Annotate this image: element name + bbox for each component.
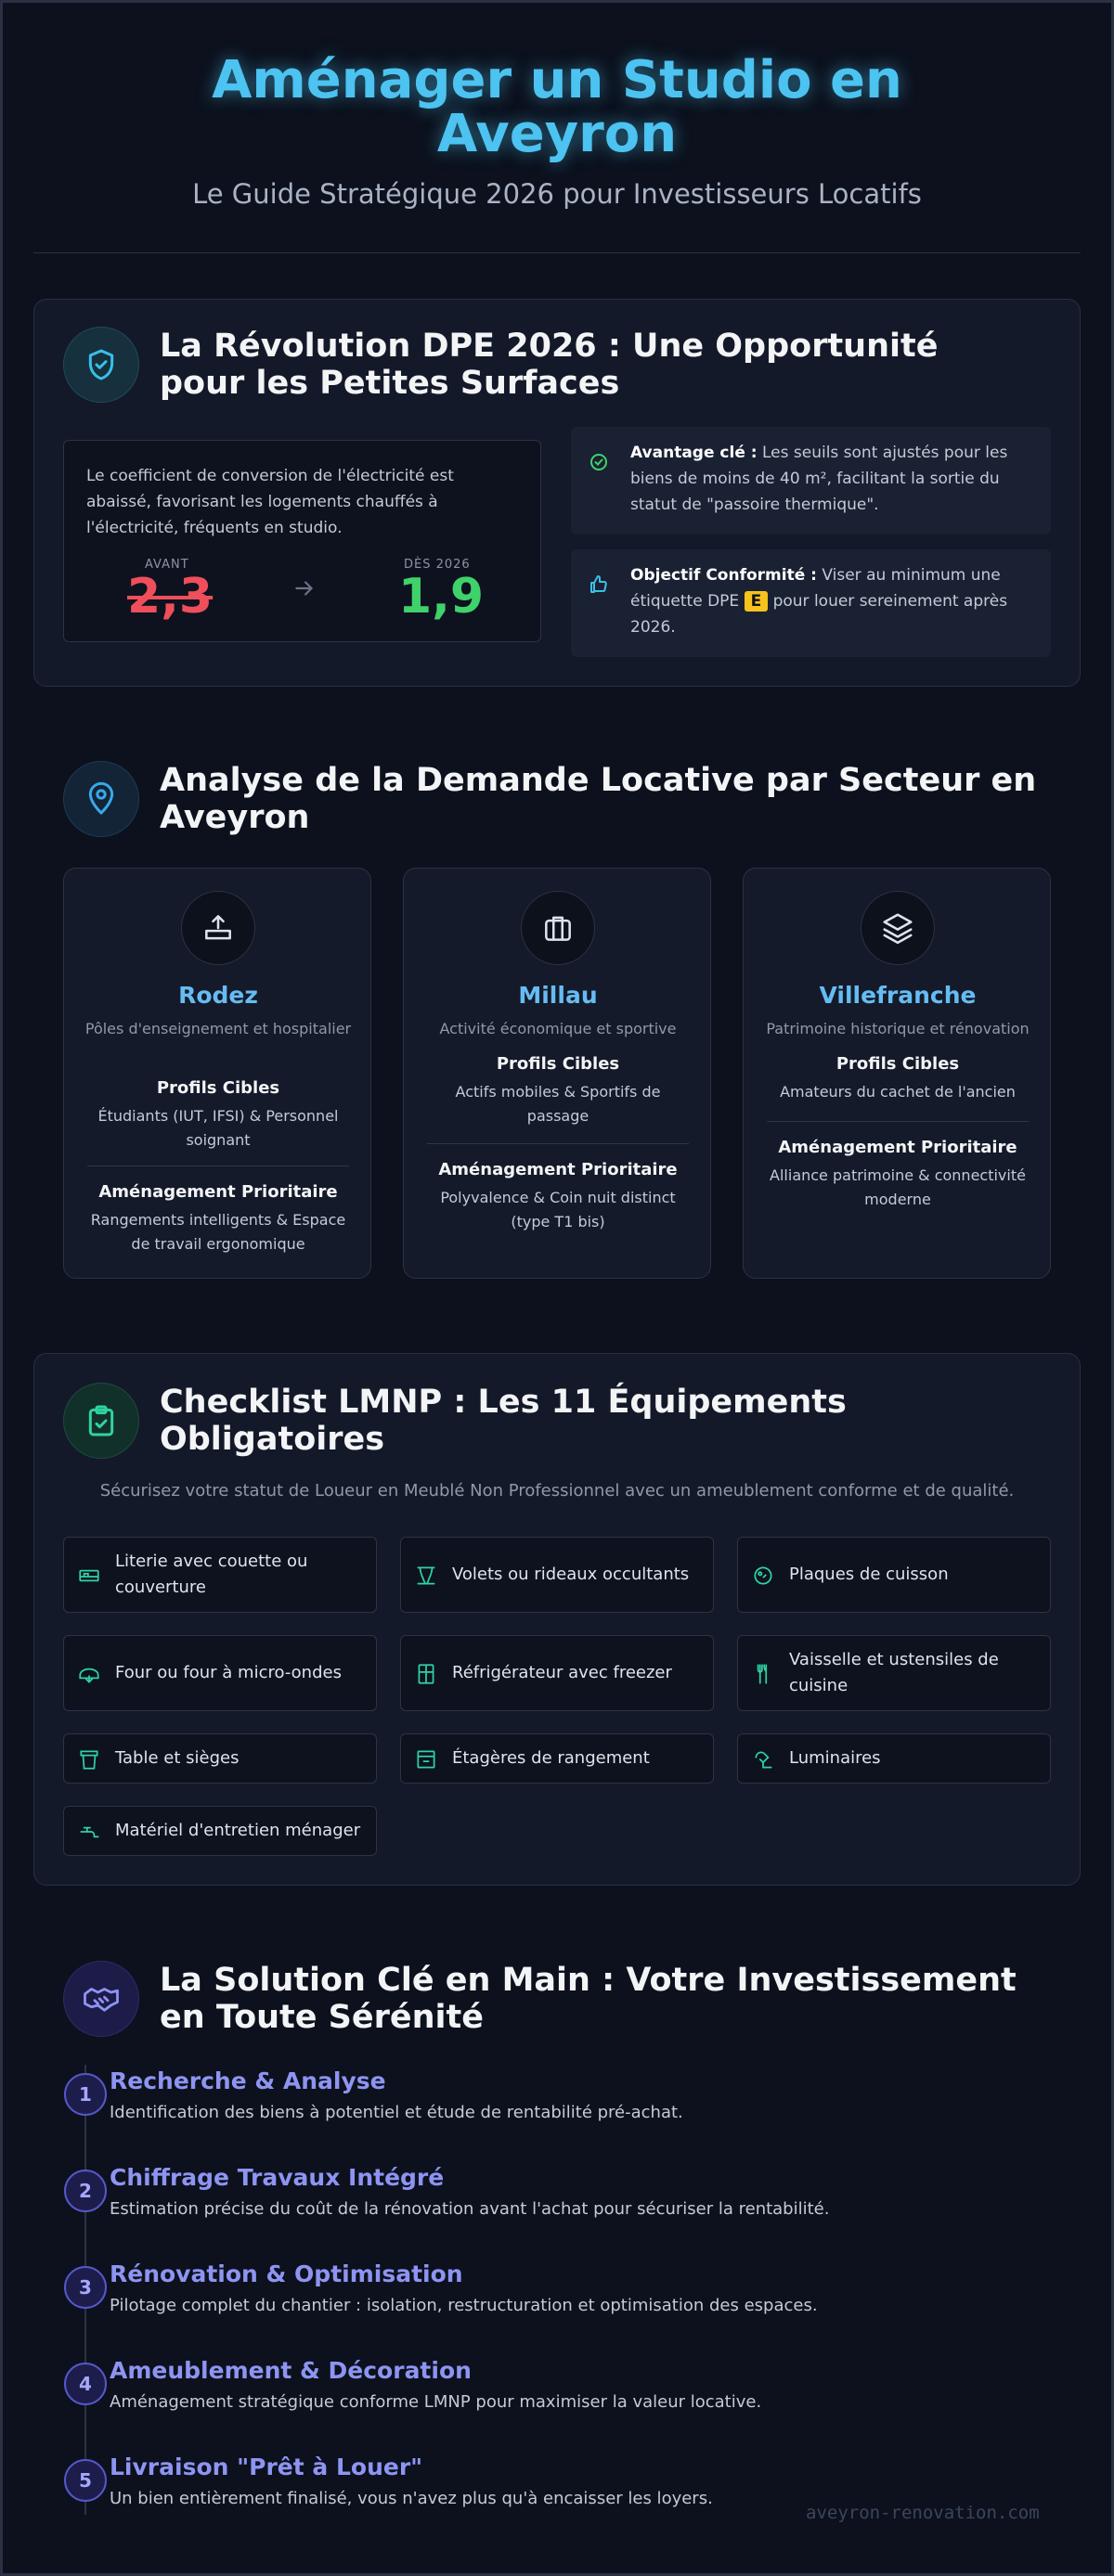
cooktop-icon [751, 1564, 775, 1588]
checklist-item: Réfrigérateur avec freezer [400, 1635, 714, 1711]
priority-value: Alliance patrimoine & connectivité moderne [770, 1166, 1026, 1208]
city-name: Millau [518, 982, 598, 1009]
profiles-label: Profils Cibles [496, 1054, 620, 1074]
card-divider [767, 1121, 1029, 1122]
step-text: Aménagement stratégique conforme LMNP pour maximiser la valeur locative. [110, 2392, 762, 2412]
city-name: Rodez [178, 982, 258, 1009]
dpe-coefficient-box [63, 440, 541, 642]
step-title: Rénovation & Optimisation [110, 2260, 463, 2287]
checklist-item: Luminaires [737, 1733, 1051, 1784]
priority-label: Aménagement Prioritaire [438, 1160, 678, 1179]
dpe-advantage-text: Avantage clé : Les seuils sont ajustés pour les biens de moins de 40 m², facilitant la sortie du statut de "passoire thermique". [630, 444, 1008, 514]
layers-icon [861, 891, 935, 965]
briefcase-icon [521, 891, 595, 965]
card-divider [427, 1143, 689, 1144]
priority-value: Rangements intelligents & Espace de travail ergonomique [90, 1211, 346, 1253]
checklist-item: Vaisselle et ustensiles de cuisine [737, 1635, 1051, 1711]
step-text: Estimation précise du coût de la rénovation avant l'achat pour sécuriser la rentabilité. [110, 2199, 830, 2219]
table-icon [77, 1747, 101, 1771]
city-card-villefranche [743, 868, 1051, 1279]
dpe-title: La Révolution DPE 2026 : Une Opportunité pour les Petites Surfaces [160, 328, 939, 402]
map-pin-icon [63, 761, 139, 837]
checklist-item: Literie avec couette ou couverture [63, 1537, 377, 1613]
step-title: Ameublement & Décoration [110, 2357, 472, 2384]
profiles-label: Profils Cibles [836, 1054, 960, 1074]
step-title: Livraison "Prêt à Louer" [110, 2454, 423, 2480]
curtains-icon [414, 1564, 438, 1588]
after-label: DÈS 2026 [404, 558, 471, 572]
dpe-description: Le coefficient de conversion de l'électricité est abaissé, favorisant les logements chauffés à l'électricité, fréquents en studio. [86, 467, 454, 537]
checklist-item: Étagères de rangement [400, 1733, 714, 1784]
step-number: 5 [64, 2459, 107, 2502]
dpe-section-header [63, 327, 1014, 403]
footer-site: aveyron-renovation.com [806, 2503, 1040, 2523]
priority-value: Polyvalence & Coin nuit distinct (type T1 bis) [440, 1189, 676, 1230]
checklist-item: Volets ou rideaux occultants [400, 1537, 714, 1613]
handshake-icon [63, 1961, 139, 2037]
checklist-intro: Sécurisez votre statut de Loueur en Meublé Non Professionnel avec un ameublement conforme et de qualité. [99, 1481, 1015, 1501]
graduation-icon [181, 891, 255, 965]
lamp-icon [751, 1747, 775, 1771]
dpe-e-badge: E [745, 591, 769, 612]
step-text: Pilotage complet du chantier : isolation, restructuration et optimisation des espaces. [110, 2296, 818, 2315]
checklist-item: Four ou four à micro-ondes [63, 1635, 377, 1711]
page-subtitle: Le Guide Stratégique 2026 pour Investisseurs Locatifs [192, 178, 922, 210]
step-title: Chiffrage Travaux Intégré [110, 2164, 445, 2191]
bed-icon [77, 1564, 101, 1588]
step-text: Identification des biens à potentiel et étude de rentabilité pré-achat. [110, 2103, 683, 2122]
shield-icon [63, 327, 139, 403]
thumbs-up-icon [588, 573, 610, 596]
checklist-title: Checklist LMNP : Les 11 Équipements Obligatoires [160, 1384, 847, 1458]
priority-label: Aménagement Prioritaire [98, 1182, 338, 1202]
city-desc: Pôles d'enseignement et hospitalier [84, 1020, 352, 1037]
dpe-objective-text: Objectif Conformité : Viser au minimum une étiquette DPE E pour louer sereinement après 2026. [630, 566, 1008, 637]
profiles-label: Profils Cibles [156, 1078, 280, 1098]
checklist-item: Table et sièges [63, 1733, 377, 1784]
profiles-value: Étudiants (IUT, IFSI) & Personnel soignant [97, 1107, 339, 1149]
city-card-rodez [63, 868, 371, 1279]
after-value: 1,9 [398, 569, 485, 625]
oven-icon [77, 1662, 101, 1686]
step-title: Recherche & Analyse [110, 2067, 386, 2094]
step-number: 4 [64, 2363, 107, 2405]
solution-title: La Solution Clé en Main : Votre Investissement en Toute Sérénité [160, 1962, 1017, 2036]
city-desc: Patrimoine historique et rénovation [766, 1020, 1030, 1037]
city-card-millau [403, 868, 711, 1279]
fridge-icon [414, 1662, 438, 1686]
dpe-objective-card [571, 549, 1051, 657]
page-header [0, 50, 1114, 210]
before-label: AVANT [145, 558, 189, 572]
checklist-section-header [63, 1383, 1014, 1459]
utensils-icon [751, 1662, 775, 1686]
dpe-advantage-card [571, 427, 1051, 535]
clipboard-check-icon [63, 1383, 139, 1459]
checklist-item: Matériel d'entretien ménager [63, 1806, 377, 1856]
demand-section-header [63, 761, 1051, 837]
check-circle-icon [588, 451, 610, 473]
arrow-right-icon [292, 576, 317, 604]
solution-section-header [63, 1961, 1069, 2037]
step-text: Un bien entièrement finalisé, vous n'avez plus qu'à encaisser les loyers. [110, 2489, 713, 2508]
profiles-value: Amateurs du cachet de l'ancien [780, 1083, 1016, 1101]
step-number: 2 [64, 2170, 107, 2212]
profiles-value: Actifs mobiles & Sportifs de passage [455, 1083, 661, 1125]
before-value: 2,3 [127, 569, 214, 625]
header-divider [33, 252, 1081, 253]
checklist-item: Plaques de cuisson [737, 1537, 1051, 1613]
cleaning-icon [77, 1820, 101, 1844]
city-name: Villefranche [819, 982, 977, 1009]
page-title: Aménager un Studio en Aveyron [212, 50, 902, 164]
city-desc: Activité économique et sportive [439, 1020, 677, 1037]
step-number: 1 [64, 2073, 107, 2116]
demand-title: Analyse de la Demande Locative par Secteur en Aveyron [160, 762, 1037, 836]
step-number: 3 [64, 2266, 107, 2309]
priority-label: Aménagement Prioritaire [778, 1138, 1017, 1157]
shelves-icon [414, 1747, 438, 1771]
